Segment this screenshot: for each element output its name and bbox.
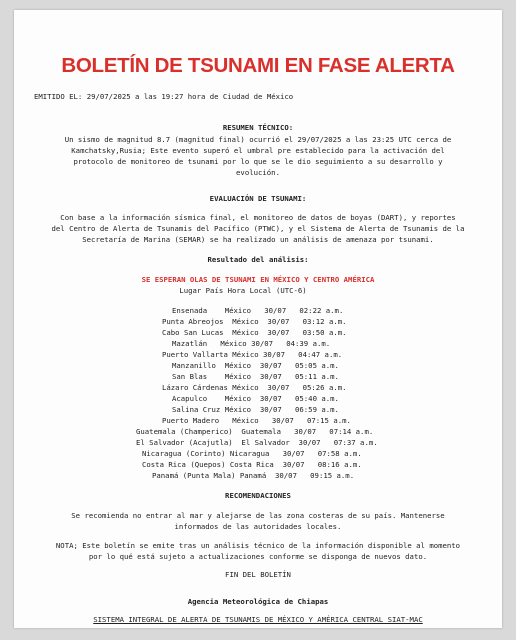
- evaluacion-line: del Centro de Alerta de Tsunamis del Pacífico (PTWC), y el Sistema de Alerta de Tsunamis de la: [51, 224, 465, 233]
- recomendaciones-paragraph: [46, 510, 470, 532]
- table-row: Ensenada México 30/07 02:22 a.m.: [172, 306, 344, 315]
- resumen-heading: RESUMEN TÉCNICO:: [222, 123, 294, 132]
- table-row: Panamá (Punta Mala) Panamá 30/07 09:15 a.m.: [152, 471, 355, 480]
- bulletin-title: BOLETÍN DE TSUNAMI EN FASE ALERTA: [61, 54, 455, 77]
- recomendaciones-line: informados de las autoridades locales.: [174, 522, 342, 531]
- table-row: San Blas México 30/07 05:11 a.m.: [172, 372, 339, 381]
- resumen-paragraph: [46, 134, 470, 178]
- table-row: Punta Abreojos México 30/07 03:12 a.m.: [162, 317, 347, 326]
- evaluacion-heading: EVALUACIÓN DE TSUNAMI:: [209, 194, 307, 203]
- table-row: Nicaragua (Corinto) Nicaragua 30/07 07:58 a.m.: [142, 449, 362, 458]
- table-row: Cabo San Lucas México 30/07 03:50 a.m.: [162, 328, 347, 337]
- resumen-line: evolución.: [236, 168, 280, 177]
- resumen-line: Kamchatsky,Rusia; Este evento superó el umbral pre establecido para la activación del: [71, 146, 445, 155]
- table-row: Mazatlán México 30/07 04:39 a.m.: [172, 339, 331, 348]
- table-row: Puerto Madero México 30/07 07:15 a.m.: [162, 416, 351, 425]
- system-name: SISTEMA INTEGRAL DE ALERTA DE TSUNAMIS DE MÉXICO Y AMÉRICA CENTRAL SIAT-MAC: [93, 615, 423, 624]
- table-row: El Salvador (Acajutla) El Salvador 30/07 07:37 a.m.: [136, 438, 378, 447]
- resumen-line: Un sismo de magnitud 8.7 (magnitud final) ocurrió el 29/07/2025 a las 23:25 UTC cerca de: [64, 135, 452, 144]
- recomendaciones-heading: RECOMENDACIONES: [225, 491, 291, 500]
- bulletin-sheet: [14, 10, 502, 628]
- issued-line: EMITIDO EL: 29/07/2025 a las 19:27 hora de Ciudad de México: [34, 92, 294, 101]
- evaluacion-paragraph: [32, 212, 484, 245]
- nota-line: NOTA; Este boletín se emite tras un análisis técnico de la información disponible al momento: [55, 541, 461, 550]
- nota-paragraph: [32, 540, 484, 562]
- evaluacion-line: Con base a la información sísmica final, el monitoreo de datos de boyas (DART), y reportes: [60, 213, 456, 222]
- table-header: Lugar País Hora Local (UTC-6): [179, 286, 307, 295]
- fin-line: FIN DEL BOLETÍN: [225, 570, 291, 579]
- alert-line: SE ESPERAN OLAS DE TSUNAMI EN MÉXICO Y CENTRO AMÉRICA: [141, 275, 375, 284]
- evaluacion-line: Secretaría de Marina (SEMAR) se ha realizado un análisis de amenaza por tsunami.: [82, 235, 434, 244]
- table-row: Salina Cruz México 30/07 06:59 a.m.: [172, 405, 339, 414]
- table-row: Guatemala (Champerico) Guatemala 30/07 07:14 a.m.: [136, 427, 374, 436]
- table-row: Lázaro Cárdenas México 30/07 05:26 a.m.: [162, 383, 347, 392]
- recomendaciones-line: Se recomienda no entrar al mar y alejarse de las zona costeras de su país. Mantenerse: [71, 511, 445, 520]
- table-row: Puerto Vallarta México 30/07 04:47 a.m.: [162, 350, 343, 359]
- agency-name: Agencia Meteorológica de Chiapas: [187, 597, 329, 606]
- table-row: Acapulco México 30/07 05:40 a.m.: [172, 394, 339, 403]
- table-row: Costa Rica (Quepos) Costa Rica 30/07 08:16 a.m.: [142, 460, 362, 469]
- nota-line: por lo qué está sujeto a actualizaciones conforme se disponga de nuevos dato.: [88, 552, 428, 561]
- resumen-line: protocolo de monitoreo de tsunami por lo que se le dio seguimiento a su desarrollo y: [73, 157, 443, 166]
- table-row: Manzanillo México 30/07 05:05 a.m.: [172, 361, 339, 370]
- resultado-heading: Resultado del análisis:: [207, 255, 309, 264]
